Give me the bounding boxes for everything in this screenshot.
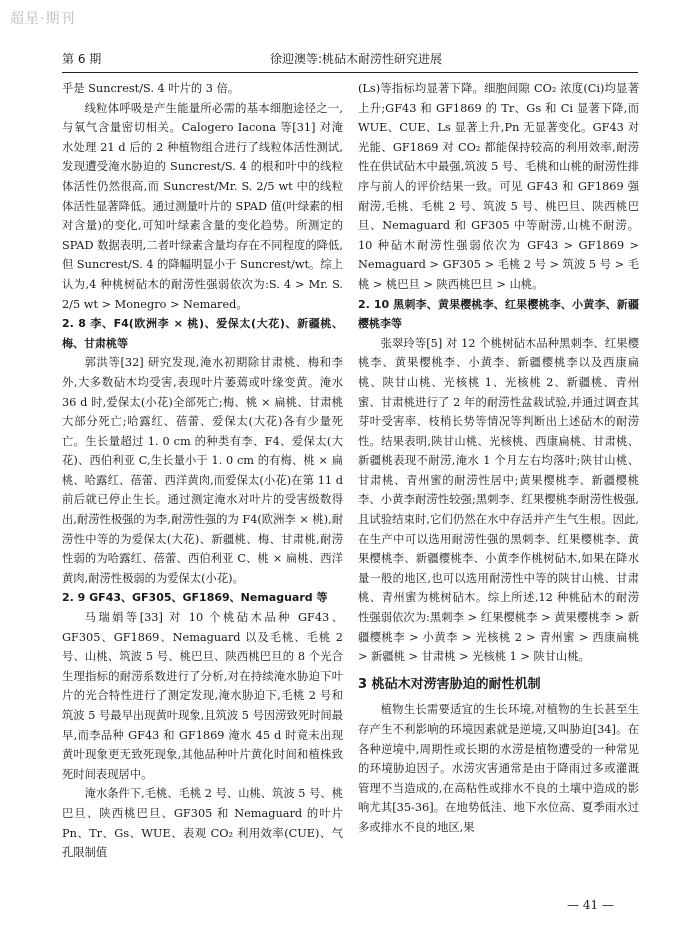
paragraph: (Ls)等指标均显著下降。细胞间隙 CO₂ 浓度(Ci)均显著上升;GF43 和 GF1869 的 Tr、Gs 和 Ci 显著下降,而 WUE、CUE、Ls 显著上升,Pn 无显著变化。GF43 对光能、GF1869 对 CO₂ 都能保持较高的利用效率,耐涝性在供试砧木中最强,筑波 5 号、毛桃和山桃的耐涝性排序与前人的评价结果一致。可见 GF43 和 GF1869 强耐涝,毛桃、毛桃 2 号、筑波 5 号、桃巴旦、陕西桃巴旦、Nemaguard 和 GF305 中等耐涝,山桃不耐涝。10 种砧木耐涝性强弱依次为 GF43 > GF1869 > Nemaguard > GF305 > 毛桃 2 号 > 筑波 5 号 > 毛桃 > 桃巴旦 > 陕西桃巴旦 > 山桃。: [358, 82, 639, 291]
section-heading-2-10: 2. 10 黑刺李、黄果樱桃李、红果樱桃李、小黄李、新疆樱桃李等: [358, 297, 639, 331]
section-heading-3: 3 桃砧木对涝害胁迫的耐性机制: [358, 676, 541, 692]
paragraph: 张翠玲等[5] 对 12 个桃树砧木品种黑刺李、红果樱桃李、黄果樱桃李、小黄李、新疆樱桃李以及西康扁桃、陕甘山桃、光核桃 1、光核桃 2、新疆桃、青州蜜、甘肃桃进行了 2 年的耐涝性盆栽试验,并通过调查其芽叶受害率、枝梢长势等情况等判断出上述砧木的耐涝性。结果表明,陕甘山桃、光核桃、西康扁桃、甘肃桃、新疆桃表现不耐涝,淹水 1 个月左右均落叶;陕甘山桃、甘肃桃、青州蜜的耐涝性居中;黄果樱桃李、新疆樱桃李、小黄李耐涝性较强;黑刺李、红果樱桃李耐涝性极强,且试验结束时,它们仍然在水中存活并产生气生根。因此,在生产中可以选用耐涝性强的黑刺李、红果樱桃李、黄果樱桃李、新疆樱桃李、小黄李作桃树砧木,如果在降水量一般的地区,也可以选用耐涝性中等的陕甘山桃、甘肃桃、青州蜜为桃树砧木。综上所述,12 种桃砧木的耐涝性强弱依次为:黑刺李 > 红果樱桃李 > 黄果樱桃李 > 新疆樱桃李 > 小黄李 > 光核桃 2 > 青州蜜 > 西康扁桃 > 新疆桃 > 甘肃桃 > 光核桃 1 > 陕甘山桃。: [358, 336, 639, 664]
page-header: [62, 46, 638, 70]
paragraph: 马瑞娟等[33] 对 10 个桃砧木品种 GF43、GF305、GF1869、Nemaguard 以及毛桃、毛桃 2 号、山桃、筑波 5 号、桃巴旦、陕西桃巴旦的 8 个光合生理指标的耐涝系数进行了分析,对在持续淹水胁迫下叶片的光合特性进行了测定发现,淹水胁迫下,毛桃 2 号和筑波 5 号最早出现黄叶现象,且筑波 5 号因涝致死时间最早,而李品种 GF43 和 GF1869 淹水 45 d 时竟未出现黄叶现象更无致死现象,其他品种叶片黄化时间和植株致死时间表现居中。: [62, 611, 343, 781]
watermark: 超星·期刊: [10, 11, 76, 27]
page-number: — 41 —: [567, 898, 614, 912]
section-heading-2-8: 2. 8 李、F4(欧洲李 × 桃)、爱保太(大花)、新疆桃、梅、甘肃桃等: [62, 317, 343, 350]
right-column: [358, 79, 639, 838]
paragraph: 淹水条件下,毛桃、毛桃 2 号、山桃、筑波 5 号、桃巴旦、陕西桃巴旦、GF305 和 Nemaguard 的叶片 Pn、Tr、Gs、WUE、表观 CO₂ 利用效率(CUE)、气孔限制值: [62, 787, 343, 860]
running-title: 徐迎澳等:桃砧木耐涝性研究进展: [270, 52, 443, 66]
section-heading-2-9: 2. 9 GF43、GF305、GF1869、Nemaguard 等: [62, 591, 328, 605]
issue-number: 第 6 期: [62, 52, 102, 66]
paragraph: 植物生长需要适宜的生长环境,对植物的生长甚至生存产生不利影响的环境因素就是逆境,又叫胁迫[34]。在各种逆境中,周期性或长期的水涝是植物遭受的一种常见的环境胁迫因子。水涝灾害通常是由于降雨过多或灌溉管理不当造成的,在高粘性或排水不良的土壤中造成的影响尤其[35-36]。在地势低洼、地下水位高、夏季雨水过多或排水不良的地区,果: [358, 703, 639, 834]
left-column: [62, 79, 343, 863]
paragraph: 乎是 Suncrest/S. 4 叶片的 3 倍。: [62, 82, 240, 95]
header-rule: [62, 72, 638, 73]
paragraph: 线粒体呼吸是产生能量所必需的基本细胞途径之一,与氧气含量密切相关。Calogero Iacona 等[31] 对淹水处理 21 d 后的 2 种植物组合进行了线粒体活性测试,发现遭受淹水胁迫的 Suncrest/S. 4 的根和叶中的线粒体活性仍然很高,而 Suncrest/Mr. S. 2/5 wt 中的线粒体活性显著降低。通过测量叶片的 SPAD 值(叶绿素的相对含量)的变化,可知叶绿素含量的变化趋势。所测定的 SPAD 数据表明,二者叶绿素含量均存在不同程度的降低,但 Suncrest/S. 4 的降幅明显小于 Suncrest/wt。综上认为,4 种桃树砧木的耐涝性强弱依次为:S. 4 > Mr. S. 2/5 wt > Monegro > Nemared。: [62, 101, 343, 311]
paragraph: 郭洪等[32] 研究发现,淹水初期除甘肃桃、梅和李外,大多数砧木均受害,表现叶片萎蔫或叶缘变黄。淹水 36 d 时,爱保太(小花)全部死亡;梅、桃 × 扁桃、甘肃桃大部分死亡;哈露红、蓓蕾、爱保太(大花)各有少量死亡。生长量超过 1. 0 cm 的种类有李、F4、爱保太(大花)、西伯利亚 C,生长量小于 1. 0 cm 的有梅、桃 × 扁桃、哈露红、蓓蕾、西洋黄肉,而爱保太(小花)在第 11 d 前后就已停止生长。通过测定淹水对叶片的受害级数得出,耐涝性极强的为李,耐涝性强的为 F4(欧洲李 × 桃),耐涝性中等的为爱保太(大花)、新疆桃、梅、甘肃桃,耐涝性弱的为哈露红、蓓蕾、西伯利亚 C、桃 × 扁桃、西洋黄肉,耐涝性极弱的为爱保太(小花)。: [62, 356, 343, 585]
